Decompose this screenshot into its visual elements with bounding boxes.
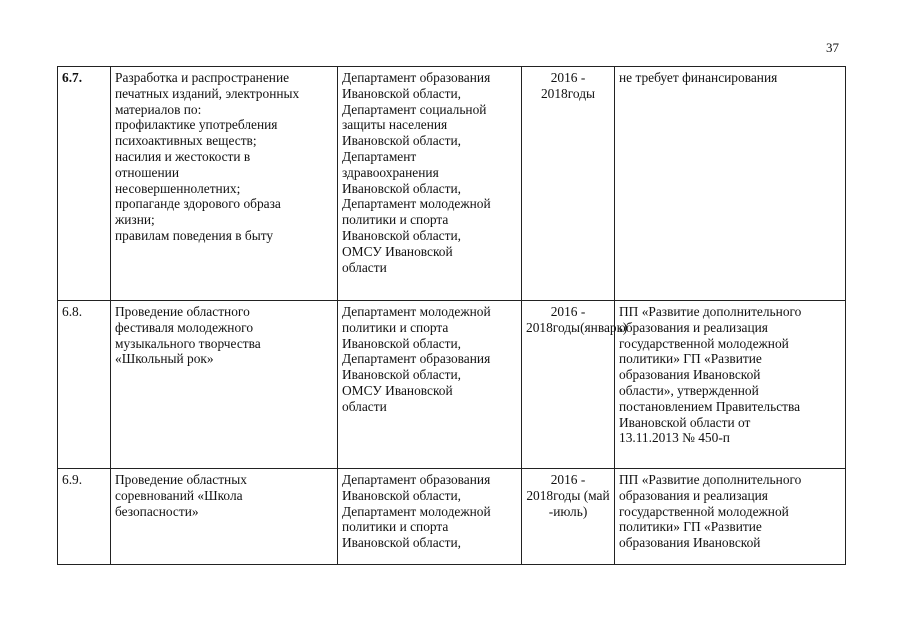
cell-line: защиты населения [342,117,448,133]
funding-cell [615,301,846,469]
cell-line: отношении [115,164,179,180]
cell-line: Ивановской области, [342,535,461,551]
cell-line: образования и реализация [619,487,768,503]
cell-line: ПП «Развитие дополнительного [619,472,802,487]
table-row [58,301,846,469]
cell-line: области [342,259,387,275]
cell-line: Ивановской области, [342,85,461,101]
cell-line: государственной молодежной [619,335,789,351]
page-number: 37 [826,40,839,55]
cell-line: годы [567,85,596,101]
item-number-cell [58,469,111,565]
item-number-cell [58,67,111,301]
cell-line: музыкального творчества [115,335,261,351]
measure-name-cell [111,67,338,301]
cell-line: жизни; [115,212,155,228]
term-cell [522,67,615,301]
cell-line: государственной молодежной [619,503,789,519]
cell-line: несовершеннолетних; [115,180,241,196]
cell-line: ПП «Развитие дополнительного [619,304,802,319]
measures-table-body [58,67,846,565]
cell-line: Департамент [342,148,417,164]
item-number: 6.7. [62,70,83,85]
cell-line: Проведение областного [115,304,250,319]
cell-line: здравоохранения [342,164,439,180]
cell-line: образования Ивановской [619,367,761,383]
term-cell [522,301,628,469]
funding-cell [615,469,846,565]
cell-line: годы (май - [548,487,610,519]
cell-line: 2016 - 2018 [526,472,586,503]
cell-line: Ивановской области, [342,133,461,149]
table-row [58,67,846,301]
cell-line: Ивановской области, [342,367,461,383]
cell-line: печатных изданий, электронных [115,85,300,101]
term-cell [522,469,615,565]
cell-line: области [342,398,387,414]
cell-line: политики и спорта [342,212,449,228]
cell-line: материалов по: [115,101,202,117]
cell-line: Департамент образования [342,472,491,487]
cell-line: Департамент образования [342,70,491,85]
cell-line: «Школьный рок» [115,351,214,367]
cell-line: Ивановской области, [342,227,461,243]
cell-line: Ивановской области от [619,414,751,430]
cell-line: годы [552,319,581,335]
cell-line: Ивановской области, [342,180,461,196]
cell-line: политики» ГП «Развитие [619,519,762,535]
cell-line: Ивановской области, [342,335,461,351]
cell-line: Разработка и распространение [115,70,290,85]
cell-line: Ивановской области, [342,487,461,503]
cell-line: Проведение областных [115,472,247,487]
cell-line: Департамент молодежной [342,304,491,319]
cell-line: пропаганде здорового образа [115,196,281,212]
item-number-cell [58,301,111,469]
item-number: 6.9. [62,472,83,487]
cell-line: Департамент молодежной [342,196,491,212]
cell-line: (январь) [580,319,628,335]
cell-line: 2016 - 2018 [526,304,586,335]
cell-line: 13.11.2013 № 450-п [619,430,730,446]
cell-line: безопасности» [115,503,199,519]
cell-line: Департамент социальной [342,101,487,117]
cell-line: образования и реализация [619,319,768,335]
cell-line: профилактике употребления [115,117,278,133]
executors-cell [338,469,522,565]
cell-line: насилия и жестокости в [115,148,251,164]
executors-cell [338,67,522,301]
cell-line: 2016 - 2018 [540,70,586,101]
cell-line: правилам поведения в быту [115,227,274,243]
cell-line: Департамент молодежной [342,503,491,519]
cell-line: политики» ГП «Развитие [619,351,762,367]
cell-line: Департамент образования [342,351,491,367]
executors-cell [338,301,522,469]
cell-line: фестиваля молодежного [115,319,254,335]
cell-line: соревнований «Школа [115,487,243,503]
measures-table [57,66,846,565]
table-row [58,469,846,565]
cell-line: ОМСУ Ивановской [342,243,453,259]
measure-name-cell [111,301,338,469]
cell-line: политики и спорта [342,519,449,535]
measure-name-cell [111,469,338,565]
item-number: 6.8. [62,304,83,319]
cell-line: не требует финансирования [619,70,778,85]
cell-line: психоактивных веществ; [115,133,257,149]
cell-line: образования Ивановской [619,535,761,551]
cell-line: области», утвержденной [619,382,759,398]
cell-line: политики и спорта [342,319,449,335]
cell-line: постановлением Правительства [619,398,801,414]
funding-cell [615,67,846,301]
cell-line: июль) [553,503,588,519]
cell-line: ОМСУ Ивановской [342,382,453,398]
